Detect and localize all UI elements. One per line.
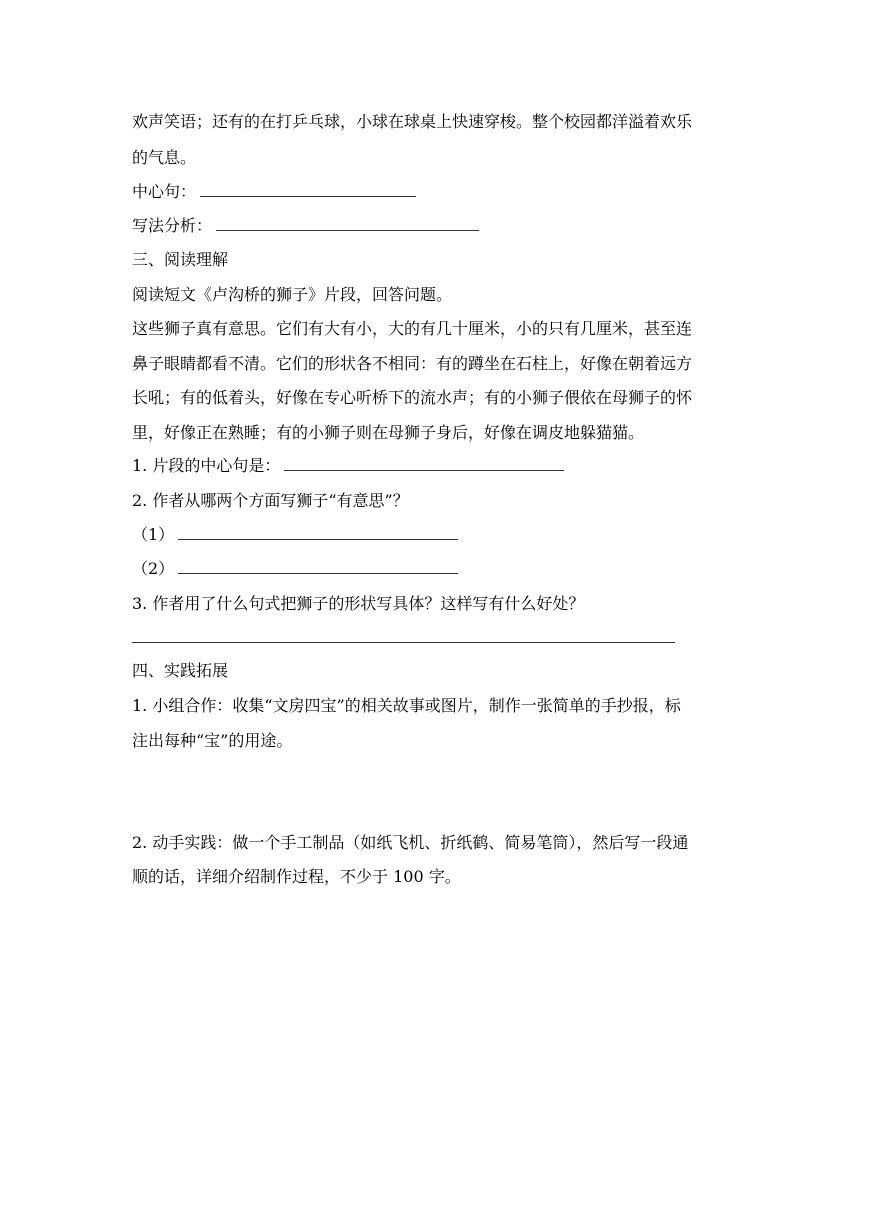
practice-item-line: 2. 动手实践：做一个手工制品（如纸飞机、折纸鹤、简易笔筒），然后写一段通 <box>132 833 689 852</box>
question-2: 2. 作者从哪两个方面写狮子“有意思”？ <box>132 491 409 510</box>
paragraph-line: 欢声笑语；还有的在打乒乓球，小球在球桌上快速穿梭。整个校园都洋溢着欢乐 <box>132 112 693 131</box>
question-2b-label: （2） <box>132 559 175 578</box>
question-1-row <box>132 456 564 476</box>
writing-analysis-answer-blank[interactable] <box>216 216 479 231</box>
question-2a-label: （1） <box>132 525 175 544</box>
passage-line: 鼻子眼睛都看不清。它们的形状各不相同：有的蹲坐在石柱上，好像在朝着远方 <box>132 354 693 373</box>
center-sentence-label: 中心句： <box>132 182 197 201</box>
question-1-answer-blank[interactable] <box>284 456 564 471</box>
writing-analysis-row <box>132 216 479 236</box>
question-2a-answer-blank[interactable] <box>178 525 458 540</box>
question-2b-row <box>132 559 458 579</box>
practice-item-line: 顺的话，详细介绍制作过程，不少于 100 字。 <box>132 867 461 886</box>
center-sentence-answer-blank[interactable] <box>200 182 416 197</box>
question-2a-row <box>132 525 458 545</box>
paragraph-line: 的气息。 <box>132 148 197 167</box>
question-1: 1. 片段的中心句是： <box>132 456 281 475</box>
practice-item-line: 1. 小组合作：收集“文房四宝”的相关故事或图片，制作一张简单的手抄报，标 <box>132 696 681 715</box>
section-heading: 三、阅读理解 <box>132 250 229 269</box>
section-heading: 四、实践拓展 <box>132 661 229 680</box>
passage-line: 里，好像正在熟睡；有的小狮子则在母狮子身后，好像在调皮地躲猫猫。 <box>132 423 645 442</box>
writing-analysis-label: 写法分析： <box>132 216 213 235</box>
passage-line: 长吼；有的低着头，好像在专心听桥下的流水声；有的小狮子偎依在母狮子的怀 <box>132 388 693 407</box>
center-sentence-row <box>132 182 416 202</box>
question-3: 3. 作者用了什么句式把狮子的形状写具体？这样写有什么好处？ <box>132 594 585 613</box>
passage-line: 这些狮子真有意思。它们有大有小，大的有几十厘米，小的只有几厘米，甚至连 <box>132 319 693 338</box>
question-3-answer-line[interactable] <box>132 642 675 643</box>
practice-item-line: 注出每种“宝”的用途。 <box>132 731 293 750</box>
question-2b-answer-blank[interactable] <box>178 559 458 574</box>
reading-intro: 阅读短文《卢沟桥的狮子》片段，回答问题。 <box>132 285 453 304</box>
